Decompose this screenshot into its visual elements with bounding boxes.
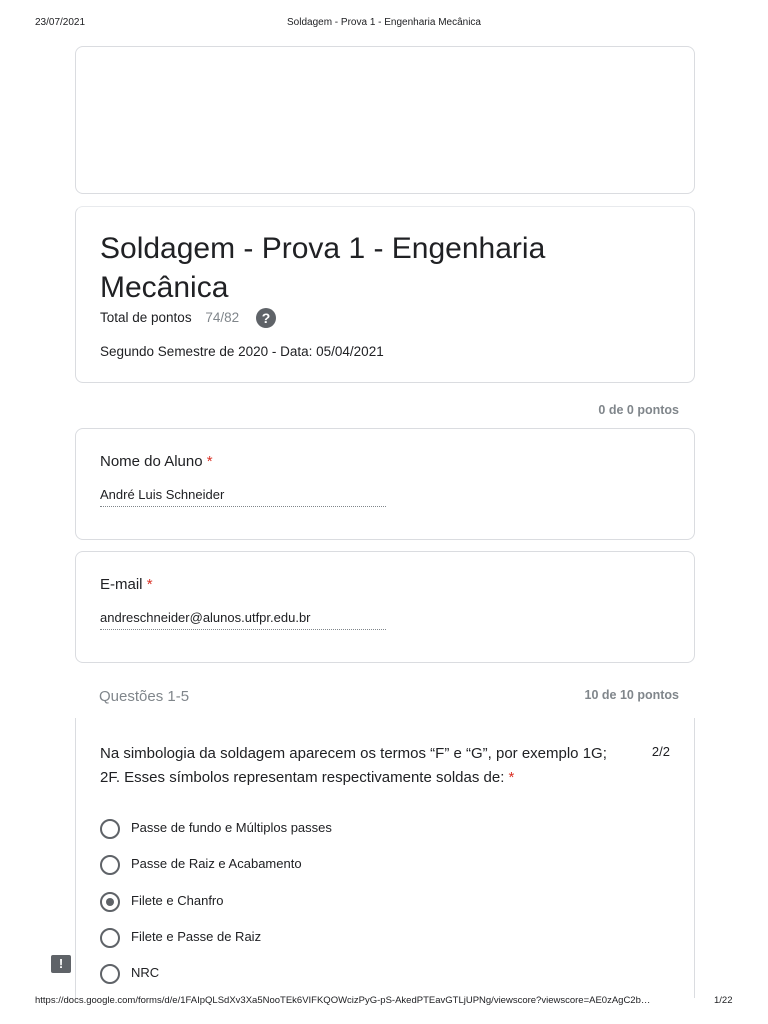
radio-button[interactable] bbox=[100, 928, 120, 948]
email-label: E-mail * bbox=[100, 576, 153, 593]
option-label: NRC bbox=[131, 965, 160, 980]
student-name-field[interactable]: André Luis Schneider bbox=[100, 487, 386, 507]
option-label: Filete e Chanfro bbox=[131, 893, 224, 908]
intro-points: 0 de 0 pontos bbox=[598, 403, 679, 417]
radio-button[interactable] bbox=[100, 855, 120, 875]
radio-button[interactable] bbox=[100, 964, 120, 984]
required-mark: * bbox=[508, 769, 515, 786]
form-banner bbox=[75, 46, 695, 194]
student-name-card bbox=[75, 428, 695, 540]
print-date: 23/07/2021 bbox=[35, 17, 86, 28]
radio-selected-dot bbox=[106, 898, 114, 906]
page-url: https://docs.google.com/forms/d/e/1FAIpQLSdXv3Xa5NooTEk6VIFKQOWcizPyG-pS-AkedPTEavGTLjUPNg/viewscore?viewscore=AE0zAgC2b… bbox=[35, 995, 651, 1006]
question-card bbox=[75, 718, 695, 998]
print-title: Soldagem - Prova 1 - Engenharia Mecânica bbox=[287, 17, 481, 28]
form-title: Soldagem - Prova 1 - Engenharia Mecânica bbox=[100, 232, 546, 304]
question-score: 2/2 bbox=[651, 744, 670, 759]
form-description: Segundo Semestre de 2020 - Data: 05/04/2021 bbox=[100, 344, 384, 359]
feedback-icon[interactable]: ! bbox=[51, 955, 71, 973]
radio-button-selected[interactable] bbox=[100, 892, 120, 912]
page-number: 1/22 bbox=[714, 995, 733, 1006]
required-mark: * bbox=[146, 576, 153, 593]
required-mark: * bbox=[206, 453, 213, 470]
option-label: Filete e Passe de Raiz bbox=[131, 929, 262, 944]
total-score bbox=[100, 310, 239, 325]
option-label: Passe de Raiz e Acabamento bbox=[131, 856, 302, 871]
form-header-card bbox=[75, 206, 695, 383]
email-field[interactable]: andreschneider@alunos.utfpr.edu.br bbox=[100, 610, 386, 630]
print-header bbox=[0, 17, 768, 31]
student-name-label: Nome do Aluno * bbox=[100, 453, 213, 470]
section-points: 10 de 10 pontos bbox=[584, 688, 679, 702]
radio-button[interactable] bbox=[100, 819, 120, 839]
help-icon[interactable]: ? bbox=[256, 308, 276, 328]
total-score-label: Total de pontos bbox=[100, 310, 192, 325]
option-label: Passe de fundo e Múltiplos passes bbox=[131, 820, 332, 835]
email-card bbox=[75, 551, 695, 663]
question-text: Na simbologia da soldagem aparecem os termos “F” e “G”, por exemplo 1G; 2F. Esses símbolos representam respectivamente soldas de: * bbox=[100, 745, 607, 786]
total-score-value: 74/82 bbox=[205, 310, 240, 325]
print-footer bbox=[0, 995, 768, 1009]
section-title: Questões 1-5 bbox=[99, 688, 190, 705]
